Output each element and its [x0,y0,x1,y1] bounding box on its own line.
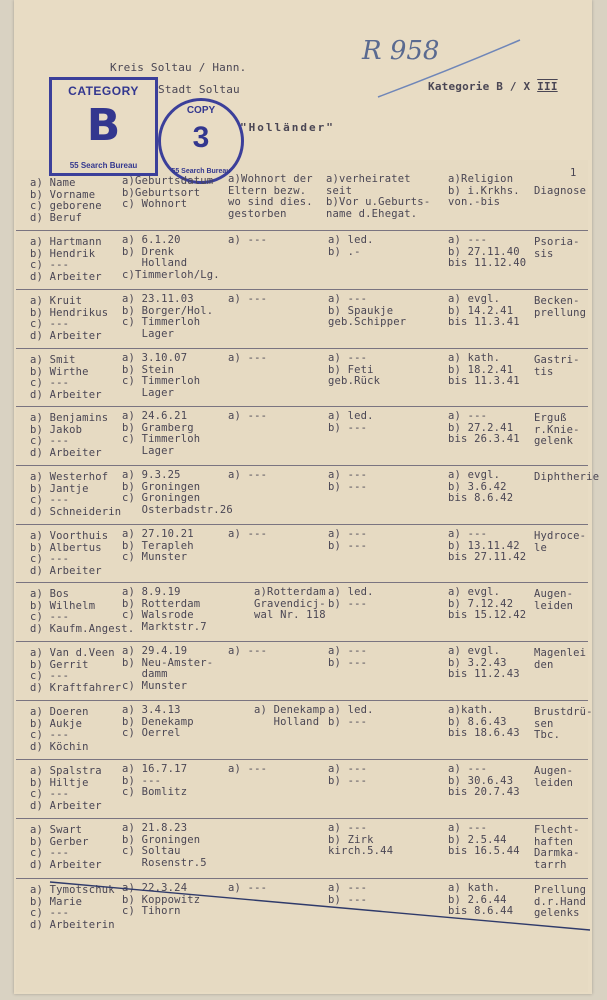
record-name-line: d) Arbeiter [30,859,102,872]
record-married-line: b) --- [328,893,368,906]
record-name-line: b) Jantje [30,482,89,495]
record-name-line: d) Kaufm.Angest. [30,623,135,636]
record-name-line: c) --- [30,670,70,683]
record-birth-line: c) Munster [122,680,188,693]
record-religion-line: bis 27.11.42 [448,551,527,564]
record-religion-line: a) --- [448,234,488,246]
record-name-line: d) Arbeiter [30,330,102,343]
record-religion-line: bis 8.6.44 [448,905,514,918]
header-name-line: a) Name [30,177,76,189]
copy-stamp-label: COPY [186,105,216,116]
record-birth-line: a) 23.11.03 [122,293,194,305]
header-name-line: b) Vorname [30,188,96,201]
record-religion-line: b) 3.6.42 [448,480,507,493]
blue-pen-stroke [378,40,520,97]
category-stamp-letter: B [86,100,121,151]
record-married-line: a) --- [328,763,368,775]
header-married-line: a)verheiratet [326,173,411,185]
record-religion-line: a) kath. [448,882,501,894]
record-religion-line: b) 13.11.42 [448,539,520,552]
record-name-line: c) --- [30,788,70,801]
record-married-line: a) led. [328,586,374,598]
record-diagnosis-line: haften [534,835,574,848]
record-name-line: c) --- [30,729,70,742]
record-married-line: b) --- [328,597,368,610]
record-married-line: b) .- [328,245,361,258]
record-birth-line: Lager [122,387,175,400]
record-diagnosis-line: tis [534,365,554,378]
record-birth-line: b) Terapleh [122,539,194,552]
record-parents-line: a) --- [228,882,268,894]
record-diagnosis-line: Flecht- [534,824,580,836]
record-birth-line: Lager [122,445,175,458]
record-name-line: a) Spalstra [30,765,102,777]
record-married-line: b) Spaukje [328,304,394,317]
kreis-line: Kreis Soltau / Hann. [110,61,247,74]
record-religion-line: b) 18.2.41 [448,363,514,376]
header-religion-line: a)Religion [448,173,514,185]
stadt-line: Stadt Soltau [158,83,240,96]
record-name-line: a) Kruit [30,295,83,307]
record-married-line: a) led. [328,234,374,246]
record-name-line: d) Arbeiterin [30,919,115,932]
record-name-line: a) Doeren [30,706,89,718]
record-diagnosis-line: Magenlei [534,647,587,659]
page-title: "Holländer" [240,121,335,134]
header-diagnosis-line: Diagnose [534,185,587,197]
record-birth-line: Rosenstr.5 [122,857,207,870]
record-religion-line: bis 8.6.42 [448,492,514,505]
record-birth-line: b) Groningen [122,833,201,846]
header-parents-line: gestorben [228,208,287,221]
record-married-line: b) Zirk [328,833,374,846]
record-name-line: c) --- [30,494,70,507]
record-parents-line: a) --- [228,410,268,422]
record-diagnosis-line: sis [534,247,554,260]
record-birth-line: c) Groningen [122,492,201,505]
record-name-line: c) --- [30,553,70,566]
record-married-line: a) --- [328,352,368,364]
record-name-line: c) --- [30,377,70,390]
record-diagnosis-line: den [534,658,554,671]
record-birth-line: a) 22.3.24 [122,882,188,894]
record-name-line: a) Voorthuis [30,530,109,542]
record-religion-line: bis 26.3.41 [448,433,520,446]
record-married-line: a) --- [328,469,368,481]
record-religion-line: a) --- [448,822,488,834]
header-birth-line: b)Geburtsort [122,186,201,199]
record-birth-line: Osterbadstr.26 [122,504,233,517]
record-diagnosis-line: Prellung [534,884,587,896]
header-married-line: name d.Ehegat. [326,208,418,221]
record-diagnosis-line: le [534,541,548,554]
record-name-line: d) Arbeiter [30,800,102,813]
record-religion-line: b) 30.6.43 [448,774,514,787]
record-birth-line: b) Groningen [122,480,201,493]
record-married-line: a) --- [328,822,368,834]
record-name-line: a) Bos [30,588,70,600]
record-diagnosis-line: Augen- [534,588,574,600]
record-religion-line: bis 11.3.41 [448,316,520,329]
header-birth-line: a)Geburtsdatum [122,175,214,187]
record-name-line: d) Köchin [30,741,89,754]
record-name-line: c) --- [30,435,70,448]
record-married-line: b) --- [328,421,368,434]
category-stamp-label: CATEGORY [68,84,139,98]
header-parents-line: wo sind dies. [228,196,313,209]
record-diagnosis-line: Hydroce- [534,530,587,542]
record-religion-line: a) evgl. [448,469,501,481]
record-birth-line: Holland [122,257,188,270]
record-parents-line: wal Nr. 118 [254,609,326,622]
record-birth-line: b) Gramberg [122,421,194,434]
record-religion-line: b) 2.5.44 [448,833,507,846]
record-married-line: b) Feti [328,363,374,376]
record-religion-line: bis 18.6.43 [448,727,520,740]
header-married-line: b)Vor u.Geburts- [326,196,431,209]
record-diagnosis-line: prellung [534,306,587,319]
record-name-line: d) Kraftfahrer [30,682,122,695]
record-birth-line: c) Tihorn [122,905,181,918]
record-parents-line: a) Denekamp [254,704,326,716]
record-married-line: a) led. [328,410,374,422]
record-parents-line: a) --- [228,234,268,246]
record-religion-line: a)kath. [448,704,494,716]
record-diagnosis-line: Augen- [534,765,574,777]
record-diagnosis-line: gelenk [534,435,574,448]
record-parents-line: a) --- [228,469,268,481]
record-name-line: a) Smit [30,354,76,366]
record-diagnosis-line: Gastri- [534,354,580,366]
record-name-line: c) --- [30,611,70,624]
record-name-line: c) --- [30,318,70,331]
record-birth-line: b) --- [122,774,162,787]
record-religion-line: a) evgl. [448,586,501,598]
record-parents-line: Gravendicj- [254,597,326,610]
record-birth-line: a) 3.10.07 [122,352,188,364]
record-birth-line: c) Soltau [122,845,181,858]
record-religion-line: b) 27.2.41 [448,421,514,434]
record-married-line: b) --- [328,656,368,669]
record-married-line: geb.Rück [328,375,381,388]
copy-stamp-bureau: 55 Search Bureau [171,168,231,175]
header-parents-line: Eltern bezw. [228,184,307,197]
record-birth-line: c) Walsrode [122,609,194,622]
record-diagnosis-line: leiden [534,776,574,789]
record-birth-line: a) 9.3.25 [122,469,181,481]
record-religion-line: bis 15.12.42 [448,609,527,622]
record-birth-line: c)Timmerloh/Lg. [122,269,220,282]
record-name-line: b) Albertus [30,541,102,554]
record-religion-line: a) kath. [448,352,501,364]
record-religion-line: b) 7.12.42 [448,597,514,610]
record-religion-line: b) 3.2.43 [448,656,507,669]
record-religion-line: bis 11.2.43 [448,668,520,681]
cross-out-line [50,882,590,930]
record-married-line: a) led. [328,704,374,716]
record-name-line: b) Wirthe [30,365,89,378]
record-name-line: c) --- [30,907,70,920]
copy-stamp-number: 3 [192,121,210,154]
record-diagnosis-line: Darmka- [534,847,580,860]
record-diagnosis-line: Erguß [534,412,567,424]
header-parents-line: a)Wohnort der [228,173,313,185]
corner-mark: 1 [570,167,577,179]
record-birth-line: c) Bomlitz [122,786,188,799]
record-name-line: b) Wilhelm [30,599,96,612]
header-religion-line: von.-bis [448,196,501,209]
header-religion-line: b) i.Krkhs. [448,184,520,197]
kategorie-roman: III [537,80,558,93]
record-religion-line: a) evgl. [448,645,501,657]
record-birth-line: a) 29.4.19 [122,645,188,657]
record-diagnosis-line: sen [534,717,554,730]
record-married-line: a) --- [328,293,368,305]
record-married-line: geb.Schipper [328,316,407,329]
record-birth-line: a) 8.9.19 [122,586,181,598]
record-diagnosis-line: Diphtherie [534,471,600,483]
record-diagnosis-line: r.Knie- [534,423,580,436]
record-religion-line: b) 27.11.40 [448,245,520,258]
record-parents-line: a) --- [228,528,268,540]
record-birth-line: a) 16.7.17 [122,763,188,775]
record-parents-line: a) --- [228,352,268,364]
record-diagnosis-line: Tbc. [534,729,561,742]
record-birth-line: b) Stein [122,363,175,376]
record-birth-line: c) Timmerloh [122,316,201,329]
record-birth-line: c) Timmerloh [122,375,201,388]
record-birth-line: b) Borger/Hol. [122,304,214,317]
record-married-line: b) --- [328,539,368,552]
record-religion-line: bis 20.7.43 [448,786,520,799]
record-birth-line: b) Neu-Amster- [122,656,214,669]
record-birth-line: Lager [122,328,175,341]
record-birth-line: c) Munster [122,551,188,564]
record-diagnosis-line: Brustdrü- [534,706,593,718]
record-name-line: b) Gerber [30,835,89,848]
record-religion-line: a) --- [448,410,488,422]
record-married-line: a) --- [328,645,368,657]
record-name-line: c) --- [30,847,70,860]
record-religion-line: a) --- [448,528,488,540]
record-religion-line: a) evgl. [448,293,501,305]
record-parents-line: a) --- [228,645,268,657]
handwritten-reference: R 958 [362,36,440,66]
record-married-line: a) --- [328,528,368,540]
record-name-line: b) Hendrikus [30,306,109,319]
kategorie-text: Kategorie B / X [428,80,538,93]
record-diagnosis-line: tarrh [534,859,567,872]
record-diagnosis-line: Psoria- [534,236,580,248]
record-married-line: kirch.5.44 [328,845,394,858]
record-parents-line: a) --- [228,293,268,305]
record-name-line: b) Jakob [30,423,83,436]
record-diagnosis-line: d.r.Hand [534,895,587,908]
record-birth-line: b) Koppowitz [122,893,201,906]
record-birth-line: a) 27.10.21 [122,528,194,540]
record-birth-line: a) 24.6.21 [122,410,188,422]
category-stamp-bureau: 55 Search Bureau [69,161,138,170]
record-name-line: d) Arbeiter [30,565,102,578]
record-birth-line: c) Timmerloh [122,433,201,446]
header-name-line: d) Beruf [30,212,83,225]
record-birth-line: b) Rotterdam [122,597,201,610]
record-birth-line: b) Denekamp [122,715,194,728]
record-name-line: b) Marie [30,895,83,908]
record-religion-line: bis 16.5.44 [448,845,520,858]
record-name-line: b) Gerrit [30,658,89,671]
record-name-line: a) Hartmann [30,236,102,248]
record-diagnosis-line: Becken- [534,295,580,307]
record-parents-line: a) --- [228,763,268,775]
header-birth-line: c) Wohnort [122,198,188,211]
record-birth-line: a) 6.1.20 [122,234,181,246]
record-married-line: b) --- [328,480,368,493]
record-name-line: c) --- [30,259,70,272]
header-name-line: c) geborene [30,200,102,213]
record-name-line: a) Westerhof [30,471,109,483]
record-name-line: a) Van d.Veen [30,647,115,659]
record-birth-line: a) 3.4.13 [122,704,181,716]
record-religion-line: b) 14.2.41 [448,304,514,317]
header-married-line: seit [326,184,353,197]
record-birth-line: damm [122,668,168,681]
record-name-line: d) Arbeiter [30,271,102,284]
record-name-line: a) Tymotschuk [30,884,115,896]
record-religion-line: b) 2.6.44 [448,893,507,906]
record-name-line: b) Hendrik [30,247,96,260]
record-parents-line: a)Rotterdam [254,586,326,598]
record-married-line: b) --- [328,774,368,787]
record-parents-line: Holland [254,715,320,728]
record-married-line: b) --- [328,715,368,728]
record-name-line: d) Arbeiter [30,447,102,460]
record-birth-line: a) 21.8.23 [122,822,188,834]
record-name-line: d) Arbeiter [30,389,102,402]
record-birth-line: b) Drenk [122,245,175,258]
record-religion-line: a) --- [448,763,488,775]
record-name-line: a) Benjamins [30,412,109,424]
record-religion-line: bis 11.12.40 [448,257,527,270]
record-birth-line: Marktstr.7 [122,621,207,634]
record-name-line: b) Hiltje [30,776,89,789]
record-diagnosis-line: gelenks [534,907,580,920]
record-diagnosis-line: leiden [534,599,574,612]
record-married-line: a) --- [328,882,368,894]
record-religion-line: bis 11.3.41 [448,375,520,388]
record-birth-line: c) Oerrel [122,727,181,740]
record-religion-line: b) 8.6.43 [448,715,507,728]
record-name-line: b) Aukje [30,717,83,730]
record-name-line: a) Swart [30,824,83,836]
record-name-line: d) Schneiderin [30,506,122,519]
